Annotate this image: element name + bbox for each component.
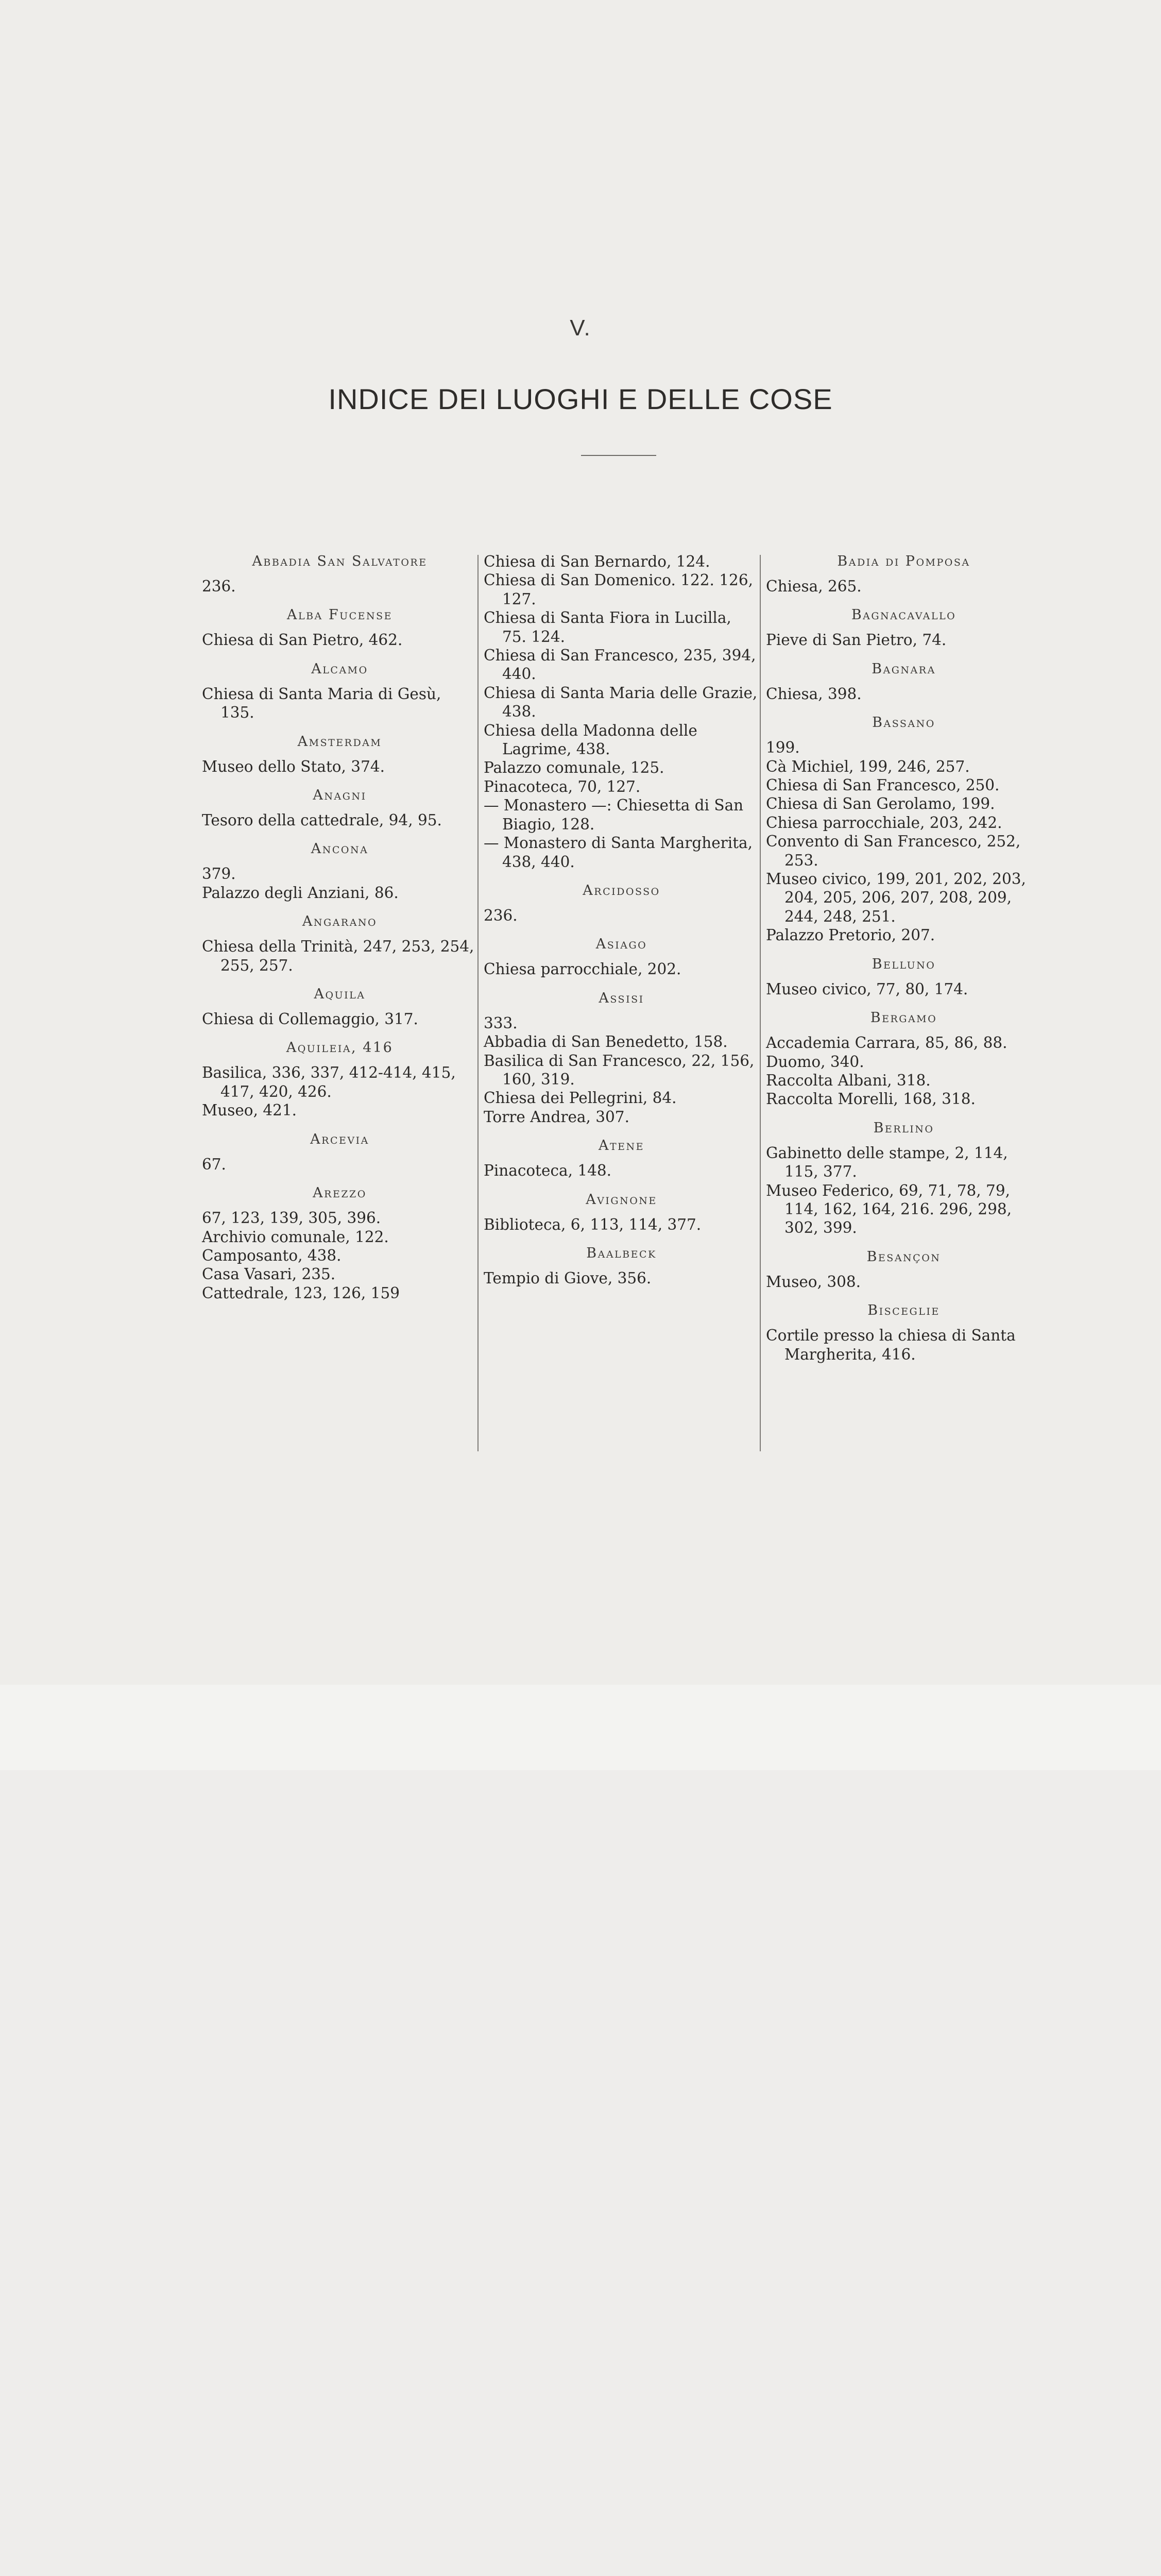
index-entry: Casa Vasari, 235. <box>202 1265 336 1283</box>
index-entry: Palazzo Pretorio, 207. <box>766 926 935 944</box>
index-entry: Chiesa di Santa Maria di Gesù, 135. <box>202 685 441 722</box>
index-column-2 <box>484 552 759 1287</box>
index-heading: Alcamo <box>311 660 368 677</box>
index-entry: Pinacoteca, 70, 127. <box>484 777 641 795</box>
index-column-3 <box>766 552 1042 1364</box>
index-entry: Tesoro della cattedrale, 94, 95. <box>202 811 442 829</box>
index-entry: Palazzo degli Anziani, 86. <box>202 884 399 902</box>
column-divider <box>477 555 479 1451</box>
index-entry: Raccolta Morelli, 168, 318. <box>766 1090 976 1108</box>
index-entry: Biblioteca, 6, 113, 114, 377. <box>484 1215 702 1233</box>
index-entry: Cà Michiel, 199, 246, 257. <box>766 757 970 775</box>
index-heading: Bergamo <box>870 1010 937 1026</box>
index-heading: Asiago <box>595 936 647 953</box>
index-heading: Berlino <box>873 1120 934 1136</box>
index-entry: Chiesa di Santa Fiora in Lucilla, 75. 124. <box>484 609 731 646</box>
index-entry: Gabinetto delle stampe, 2, 114, 115, 377. <box>766 1144 1008 1181</box>
index-heading: Badia di Pomposa <box>837 553 970 569</box>
index-heading: Bagnara <box>872 660 936 677</box>
index-heading: Arcidosso <box>583 882 660 899</box>
digitization-footer <box>0 1685 1161 1770</box>
index-entry: Chiesa, 265. <box>766 578 862 595</box>
index-entry: — Monastero —: Chiesetta di San Biagio, 128. <box>484 796 744 833</box>
index-entry: Museo, 308. <box>766 1273 861 1291</box>
index-entry: Chiesa parrocchiale, 202. <box>484 960 681 978</box>
index-entry: Convento di San Francesco, 252, 253. <box>766 833 1021 869</box>
index-heading: Assisi <box>599 990 644 1006</box>
index-entry: Camposanto, 438. <box>202 1246 342 1264</box>
index-heading: Bisceglie <box>867 1302 940 1319</box>
index-entry: Tempio di Giove, 356. <box>484 1269 652 1287</box>
index-entry: — Monastero di Santa Margherita, 438, 440. <box>484 834 753 871</box>
index-entry: 379. <box>202 865 236 883</box>
index-entry: Cortile presso la chiesa di Santa Margherita, 416. <box>766 1327 1016 1363</box>
index-heading: Besançon <box>866 1248 941 1265</box>
index-heading: Atene <box>598 1138 645 1154</box>
index-entry: Chiesa parrocchiale, 203, 242. <box>766 814 1002 832</box>
index-entry: Chiesa di San Gerolamo, 199. <box>766 795 995 813</box>
index-entry: Archivio comunale, 122. <box>202 1228 389 1246</box>
index-entry: Museo Federico, 69, 71, 78, 79, 114, 162, 164, 216. 296, 298, 302, 399. <box>766 1181 1012 1237</box>
index-entry: Chiesa della Madonna delle Lagrime, 438. <box>484 721 697 758</box>
index-heading: Abbadia San Salvatore <box>252 553 428 569</box>
index-heading: Aquila <box>314 986 366 1003</box>
index-heading: Arezzo <box>313 1185 367 1201</box>
index-entry: Chiesa di San Francesco, 235, 394, 440. <box>484 647 756 683</box>
index-heading: Bassano <box>872 715 935 731</box>
index-entry: Museo civico, 199, 201, 202, 203, 204, 205, 206, 207, 208, 209, 244, 248, 251. <box>766 870 1026 925</box>
index-entry: Basilica di San Francesco, 22, 156, 160, 319. <box>484 1052 755 1088</box>
index-entry: Museo dello Stato, 374. <box>202 757 385 775</box>
index-entry: Museo civico, 77, 80, 174. <box>766 980 968 998</box>
index-heading: Angarano <box>302 913 378 930</box>
index-entry: Cattedrale, 123, 126, 159 <box>202 1284 400 1302</box>
index-heading: Avignone <box>586 1191 657 1208</box>
index-entry: Chiesa, 398. <box>766 685 862 703</box>
index-entry: Museo, 421. <box>202 1101 297 1120</box>
index-entry: 236. <box>484 906 518 924</box>
index-heading: Ancona <box>311 841 369 857</box>
index-entry: Raccolta Albani, 318. <box>766 1071 931 1089</box>
index-heading: Alba Fucense <box>286 607 393 623</box>
index-entry: 236. <box>202 578 236 595</box>
index-entry: Chiesa di San Francesco, 250. <box>766 776 1000 794</box>
index-entry: 67. <box>202 1155 226 1173</box>
index-entry: Pinacoteca, 148. <box>484 1162 612 1180</box>
index-entry: Chiesa di Santa Maria delle Grazie, 438. <box>484 684 758 721</box>
index-heading: Anagni <box>313 787 367 804</box>
index-entry: Accademia Carrara, 85, 86, 88. <box>766 1034 1008 1052</box>
index-entry: Chiesa di San Pietro, 462. <box>202 631 403 649</box>
index-entry: Chiesa della Trinità, 247, 253, 254, 255, 257. <box>202 938 474 974</box>
index-heading: Arcevia <box>310 1131 369 1147</box>
index-entry: 333. <box>484 1014 518 1032</box>
index-entry: Pieve di San Pietro, 74. <box>766 631 947 649</box>
index-heading: Bagnacavallo <box>851 607 957 623</box>
index-entry: Chiesa di San Domenico. 122. 126, 127. <box>484 571 753 608</box>
index-entry: Torre Andrea, 307. <box>484 1108 629 1126</box>
index-entry: Chiesa dei Pellegrini, 84. <box>484 1089 677 1107</box>
chapter-number: V. <box>570 315 591 341</box>
index-heading: Baalbeck <box>586 1245 657 1261</box>
index-entry: 199. <box>766 739 800 757</box>
index-entry: Duomo, 340. <box>766 1053 864 1071</box>
page-title: INDICE DEI LUOGHI E DELLE COSE <box>328 383 833 415</box>
index-entry: Basilica, 336, 337, 412-414, 415, 417, 420, 426. <box>202 1064 456 1100</box>
title-divider <box>581 455 656 456</box>
index-entry: Palazzo comunale, 125. <box>484 759 664 777</box>
index-column-1 <box>202 552 477 1302</box>
index-entry: Chiesa di Collemaggio, 317. <box>202 1010 418 1028</box>
column-divider <box>760 555 761 1451</box>
index-entry: Abbadia di San Benedetto, 158. <box>484 1033 728 1051</box>
index-heading: Aquileia, 416 <box>286 1040 394 1056</box>
index-entry: 67, 123, 139, 305, 396. <box>202 1209 381 1227</box>
index-heading: Belluno <box>872 956 936 972</box>
index-entry: Chiesa di San Bernardo, 124. <box>484 553 710 570</box>
index-heading: Amsterdam <box>297 733 382 750</box>
